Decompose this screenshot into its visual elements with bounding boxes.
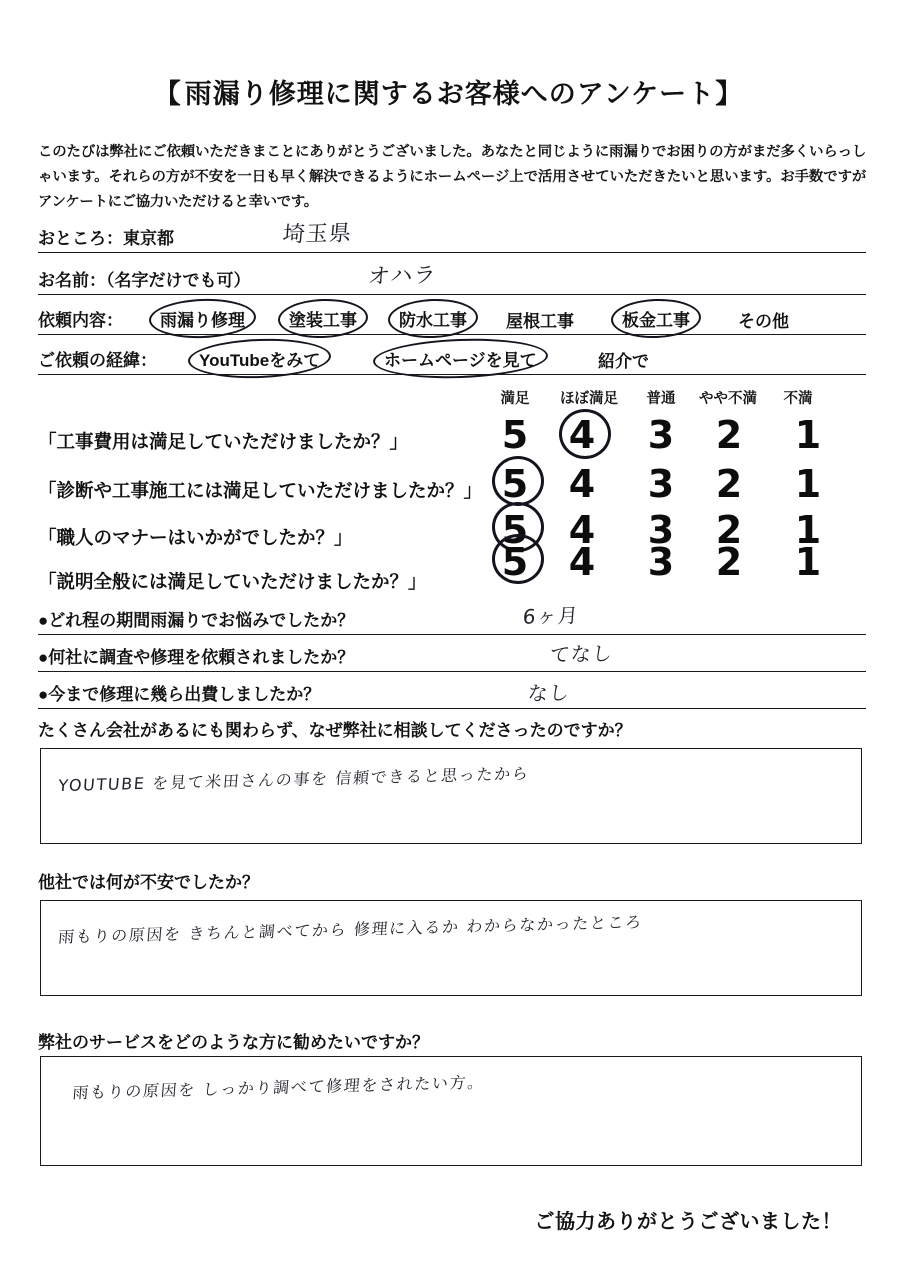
request-label: 依頼内容： (38, 311, 123, 330)
long-answer-1-text: 雨もりの原因を きちんと調べてから 修理に入るか わからなかったところ (57, 912, 644, 947)
scale-header-4: 不満 (783, 391, 813, 407)
route-label: ご依頼の経緯： (38, 351, 157, 370)
short-question-1-label: ●何社に調査や修理を依頼されましたか？ (38, 648, 355, 667)
request-option-0[interactable]: 雨漏り修理 (154, 305, 251, 332)
intro-paragraph: このたびは弊社にご依頼いただきまことにありがとうございました。あなたと同じように雨漏りでお困りの方がまだ多くいらっしゃいます。それらの方が不安を一日も早く解決できるようにホームページ上で活用させていただきたいと思います。お手数ですがアンケートにご協力いただけると幸いです。 (38, 144, 866, 210)
rating-question-0-label: 「工事費用は満足していただけましたか？」 (38, 431, 409, 452)
request-option-4[interactable]: 板金工事 (616, 305, 696, 332)
title-bracket-close: 】 (715, 79, 747, 109)
long-question-0-label: たくさん会社があるにも関わらず、なぜ弊社に相談してくださったのですか？ (38, 721, 632, 740)
short-question-2-label: ●今まで修理に幾ら出費しましたか？ (38, 685, 321, 704)
route-option-1[interactable]: ホームページを見て (378, 345, 543, 372)
rating-q3-score-1[interactable]: 1 (794, 540, 822, 584)
rating-q0-score-3[interactable]: 3 (647, 413, 675, 457)
request-option-2[interactable]: 防水工事 (393, 305, 473, 332)
rating-q2-score-2[interactable]: 2 (715, 508, 743, 552)
long-answer-box-0[interactable] (40, 748, 862, 844)
long-question-1-label: 他社では何が不安でしたか？ (38, 873, 259, 892)
rating-question-1-label: 「診断や工事施工には満足していただけましたか？」 (38, 480, 483, 501)
scale-header-2: 普通 (646, 391, 676, 407)
short-question-0-answer: 6ヶ月 (521, 603, 580, 629)
rating-q1-score-4[interactable]: 4 (568, 462, 596, 506)
footer-thanks: ご協力ありがとうございました！ (534, 1211, 842, 1233)
rating-q3-score-4[interactable]: 4 (568, 540, 596, 584)
rating-q1-score-5[interactable]: 5 (501, 462, 529, 506)
name-value: オハラ (366, 263, 438, 290)
scale-header-1: ほぼ満足 (560, 391, 618, 407)
short-question-0-label: ●どれ程の期間雨漏りでお悩みでしたか？ (38, 611, 355, 630)
scale-header-3: やや不満 (699, 391, 757, 407)
name-label: お名前：（名字だけでも可） (38, 271, 251, 290)
short-question-row-1 (38, 641, 866, 672)
route-option-2[interactable]: 紹介で (598, 352, 649, 371)
address-row (38, 222, 866, 253)
short-question-row-0 (38, 604, 866, 635)
rating-q0-score-1[interactable]: 1 (794, 413, 822, 457)
rating-q0-score-4[interactable]: 4 (568, 413, 596, 457)
address-value: 埼玉県 (281, 221, 353, 248)
short-question-row-2 (38, 678, 866, 709)
rating-q3-score-5[interactable]: 5 (501, 540, 529, 584)
address-label: おところ：東京都 (38, 229, 174, 248)
short-question-1-answer: てなし (548, 641, 614, 667)
long-answer-2-text: 雨もりの原因を しっかり調べて修理をされたい方。 (71, 1072, 486, 1103)
request-option-3[interactable]: 屋根工事 (506, 312, 574, 331)
scale-header-0: 満足 (500, 391, 530, 407)
request-option-1[interactable]: 塗装工事 (283, 305, 363, 332)
rating-q2-score-5[interactable]: 5 (501, 508, 529, 552)
rating-q2-score-3[interactable]: 3 (647, 508, 675, 552)
rating-q3-score-2[interactable]: 2 (715, 540, 743, 584)
rating-q2-score-4[interactable]: 4 (568, 508, 596, 552)
name-row (38, 264, 866, 295)
rating-question-3-label: 「説明全般には満足していただけましたか？」 (38, 571, 427, 592)
rating-q0-score-5[interactable]: 5 (501, 413, 529, 457)
rating-q0-selection-ring (559, 409, 611, 459)
rating-q1-selection-ring (492, 456, 544, 506)
rating-q3-selection-ring (492, 534, 544, 584)
request-content-row (38, 304, 866, 335)
rating-q1-score-2[interactable]: 2 (715, 462, 743, 506)
title-bracket-open: 【 (153, 79, 185, 109)
long-answer-0-text: YOUTUBE を見て米田さんの事を 信頼できると思ったから (57, 763, 531, 796)
long-answer-box-2[interactable] (40, 1056, 862, 1166)
rating-q0-score-2[interactable]: 2 (715, 413, 743, 457)
request-option-5[interactable]: その他 (738, 312, 789, 331)
rating-question-2-label: 「職人のマナーはいかがでしたか？」 (38, 527, 353, 548)
route-option-0[interactable]: YouTubeをみて (193, 345, 326, 372)
rating-q3-score-3[interactable]: 3 (647, 540, 675, 584)
short-question-2-answer: なし (526, 680, 571, 706)
page-title (0, 72, 900, 111)
title-text: 雨漏り修理に関するお客様へのアンケート (184, 79, 716, 109)
route-row (38, 344, 866, 375)
rating-q1-score-3[interactable]: 3 (647, 462, 675, 506)
rating-q2-score-1[interactable]: 1 (794, 508, 822, 552)
rating-q1-score-1[interactable]: 1 (794, 462, 822, 506)
long-answer-box-1[interactable] (40, 900, 862, 996)
long-question-2-label: 弊社のサービスをどのような方に勧めたいですか？ (38, 1033, 429, 1052)
